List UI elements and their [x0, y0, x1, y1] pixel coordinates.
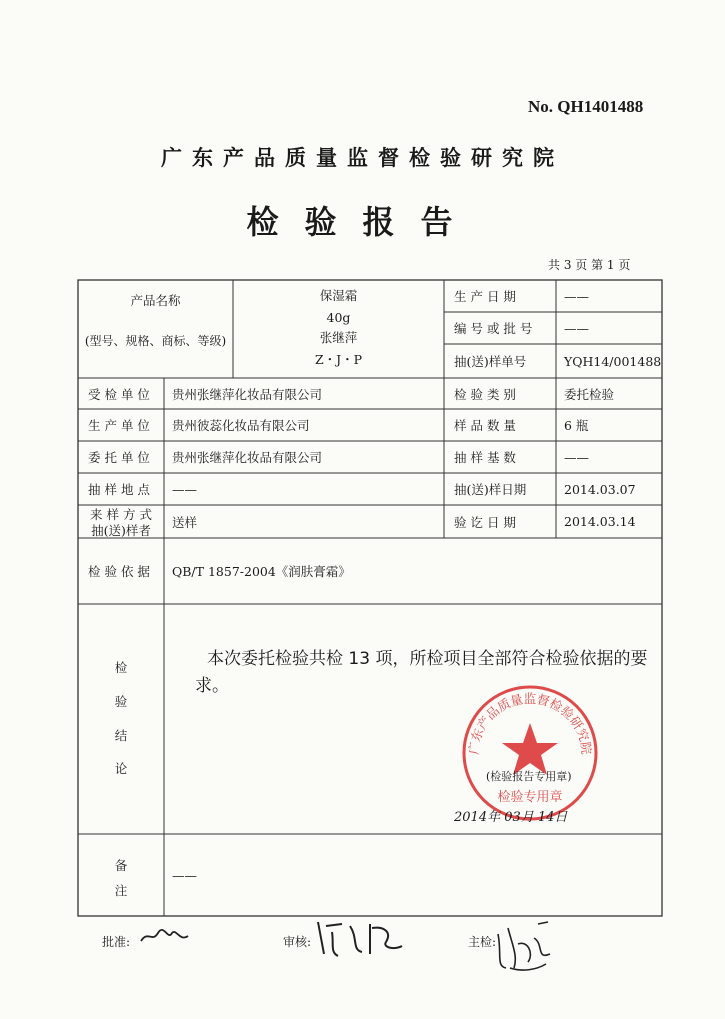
sampling-location-label: 抽 样 地 点 [88, 482, 150, 497]
official-stamp [460, 683, 600, 823]
inspected-unit-label: 受 检 单 位 [88, 386, 150, 402]
conclusion-label-char: 结 [114, 728, 128, 743]
conclusion-text: 本次委托检验共检 13 项，所检项目全部符合检验依据的要求。 [195, 649, 648, 696]
sampling-base-value: —— [564, 449, 589, 465]
stamp-caption: (检验报告专用章) [486, 770, 572, 783]
inspector-signature [488, 914, 558, 974]
report-number: No. QH1401488 [528, 97, 644, 116]
approver-signature [138, 924, 194, 948]
manufacturer-value: 贵州彼蕊化妆品有限公司 [172, 418, 310, 433]
production-date-label: 生 产 日 期 [454, 289, 516, 304]
sampling-date-label: 抽(送)样日期 [454, 482, 527, 497]
page-info: 共 3 页 第 1 页 [548, 258, 631, 272]
product-spec-line: 40g [326, 309, 351, 325]
inspection-type-label: 检 验 类 别 [454, 386, 516, 402]
product-name-line: 保湿霜 [319, 288, 358, 303]
production-date-value: —— [564, 288, 589, 304]
product-brand-line: 张继萍 [319, 330, 358, 345]
remarks-label-char: 备 [114, 858, 128, 873]
institute-name: 广东产品质量监督检验研究院 [161, 145, 564, 170]
sampler-label: 抽(送)样者 [91, 522, 151, 538]
sample-quantity-label: 样 品 数 量 [454, 418, 516, 433]
sampling-method-value: 送样 [172, 514, 198, 530]
inspection-basis-label: 检 验 依 据 [88, 564, 150, 579]
product-grade-line: Z・J・P [314, 352, 363, 367]
sample-quantity-value: 6 瓶 [564, 418, 589, 433]
completion-date-value: 2014.03.14 [564, 514, 636, 529]
conclusion-label-char: 验 [114, 694, 128, 709]
product-name-label: 产品名称 [130, 293, 181, 308]
completion-date-label: 验 讫 日 期 [454, 514, 516, 530]
sample-order-value: YQH14/001488 [564, 353, 662, 369]
conclusion-label-char: 论 [114, 761, 128, 776]
batch-number-label: 编 号 或 批 号 [454, 321, 533, 336]
sample-order-label: 抽(送)样单号 [454, 354, 527, 369]
product-spec-label: (型号、规格、商标、等级) [84, 333, 227, 348]
sampling-date-value: 2014.03.07 [564, 481, 636, 497]
inspected-unit-value: 贵州张继萍化妆品有限公司 [172, 386, 323, 402]
client-unit-label: 委 托 单 位 [88, 450, 150, 465]
report-title: 检验报告 [246, 203, 479, 241]
sampling-location-value: —— [172, 481, 197, 497]
review-label: 审核: [283, 935, 312, 949]
client-unit-value: 贵州张继萍化妆品有限公司 [172, 450, 323, 465]
inspection-basis-value: QB/T 1857-2004《润肤膏霜》 [172, 564, 351, 579]
remarks-label-char: 注 [114, 883, 128, 898]
remarks-value: —— [172, 867, 197, 883]
conclusion-date: 2014年 03月 14日 [454, 810, 568, 825]
manufacturer-label: 生 产 单 位 [88, 418, 150, 433]
reviewer-signature [312, 916, 412, 960]
sampling-method-label: 来 样 方 式 [90, 506, 152, 522]
approve-label: 批准: [102, 935, 131, 949]
conclusion-label-char: 检 [114, 660, 128, 675]
batch-number-value: —— [564, 320, 589, 336]
sampling-base-label: 抽 样 基 数 [454, 450, 516, 465]
stamp-ring-text: 广东产品质量监督检验研究院 [465, 691, 595, 756]
inspection-type-value: 委托检验 [564, 386, 615, 402]
inspector-label: 主检: [468, 935, 497, 949]
stamp-bottom-text: 检验专用章 [497, 790, 563, 805]
